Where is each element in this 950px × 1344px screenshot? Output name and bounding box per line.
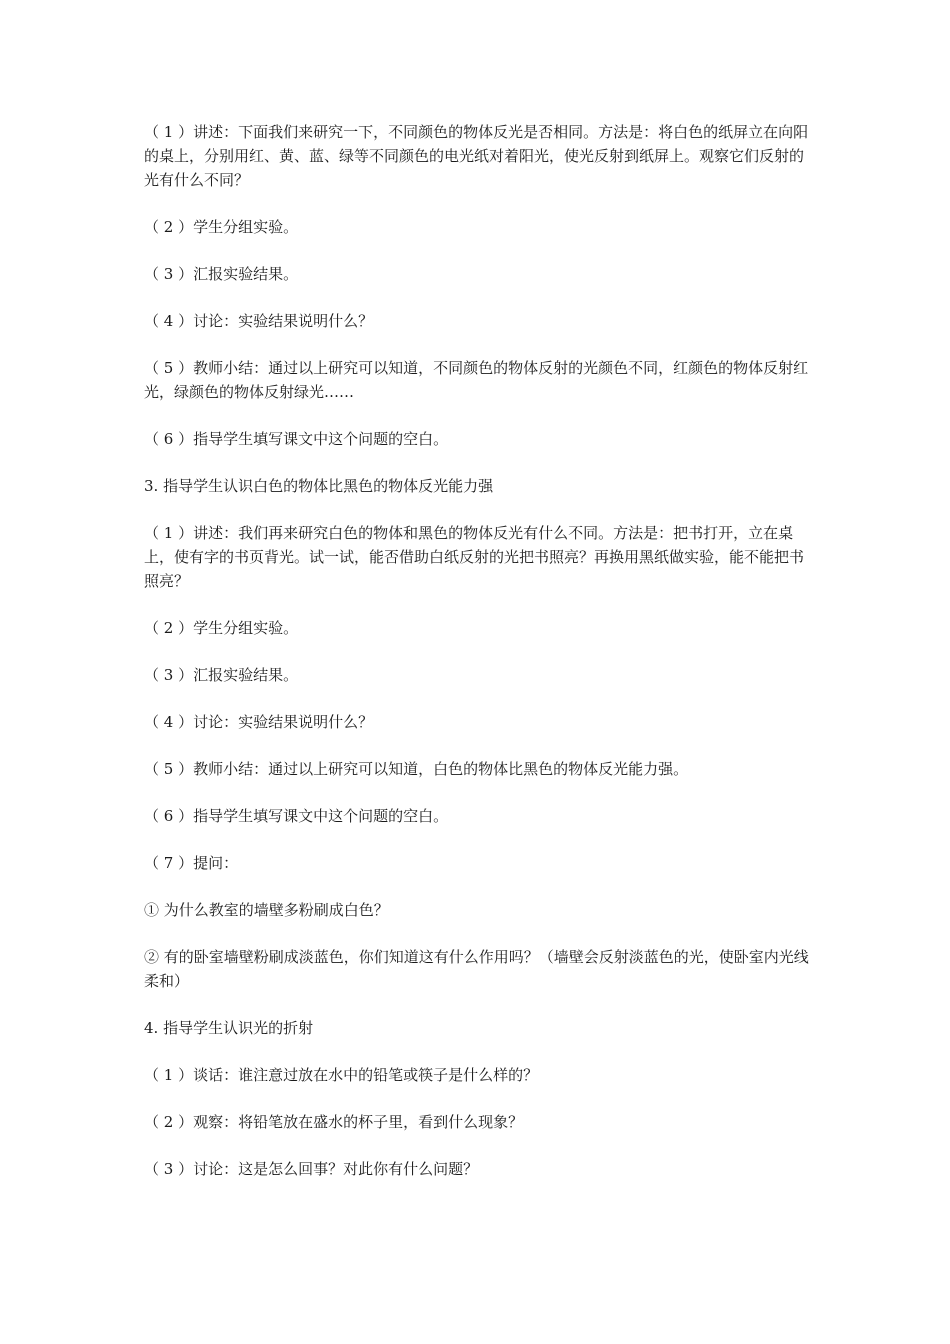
paragraph: （ 4 ）讨论：实验结果说明什么？ (144, 312, 374, 330)
paragraph: （ 1 ）讲述：下面我们来研究一下，不同颜色的物体反光是否相同。方法是：将白色的纸屏立在向阳的桌上，分别用红、黄、蓝、绿等不同颜色的电光纸对着阳光，使光反射到纸屏上。观察它们反射的光有什么不同？ (144, 123, 809, 189)
paragraph: （ 3 ）讨论：这是怎么回事？对此你有什么问题？ (144, 1160, 479, 1178)
document-body (144, 120, 814, 1204)
paragraph: （ 3 ）汇报实验结果。 (144, 265, 299, 283)
paragraph: （ 7 ）提问： (144, 854, 239, 872)
paragraph: （ 2 ）学生分组实验。 (144, 218, 299, 236)
paragraph: （ 6 ）指导学生填写课文中这个问题的空白。 (144, 430, 449, 448)
paragraph: （ 1 ）讲述：我们再来研究白色的物体和黑色的物体反光有什么不同。方法是：把书打开，立在桌上，使有字的书页背光。试一试，能否借助白纸反射的光把书照亮？再换用黑纸做实验，能不能把书照亮？ (144, 524, 805, 590)
paragraph: （ 1 ）谈话：谁注意过放在水中的铅笔或筷子是什么样的？ (144, 1066, 539, 1084)
section-heading: 3. 指导学生认识白色的物体比黑色的物体反光能力强 (144, 477, 494, 495)
paragraph: （ 6 ）指导学生填写课文中这个问题的空白。 (144, 807, 449, 825)
paragraph: （ 2 ）学生分组实验。 (144, 619, 299, 637)
paragraph: （ 5 ）教师小结：通过以上研究可以知道，白色的物体比黑色的物体反光能力强。 (144, 760, 689, 778)
paragraph: （ 2 ）观察：将铅笔放在盛水的杯子里，看到什么现象？ (144, 1113, 524, 1131)
paragraph: （ 4 ）讨论：实验结果说明什么？ (144, 713, 374, 731)
paragraph: （ 3 ）汇报实验结果。 (144, 666, 299, 684)
section-heading: 4. 指导学生认识光的折射 (144, 1019, 314, 1037)
paragraph: （ 5 ）教师小结：通过以上研究可以知道，不同颜色的物体反射的光颜色不同，红颜色的物体反射红光，绿颜色的物体反射绿光…… (144, 359, 809, 401)
question-item: ② 有的卧室墙壁粉刷成淡蓝色，你们知道这有什么作用吗？（墙壁会反射淡蓝色的光，使卧室内光线柔和） (144, 948, 809, 990)
question-item: ① 为什么教室的墙壁多粉刷成白色？ (144, 901, 389, 919)
